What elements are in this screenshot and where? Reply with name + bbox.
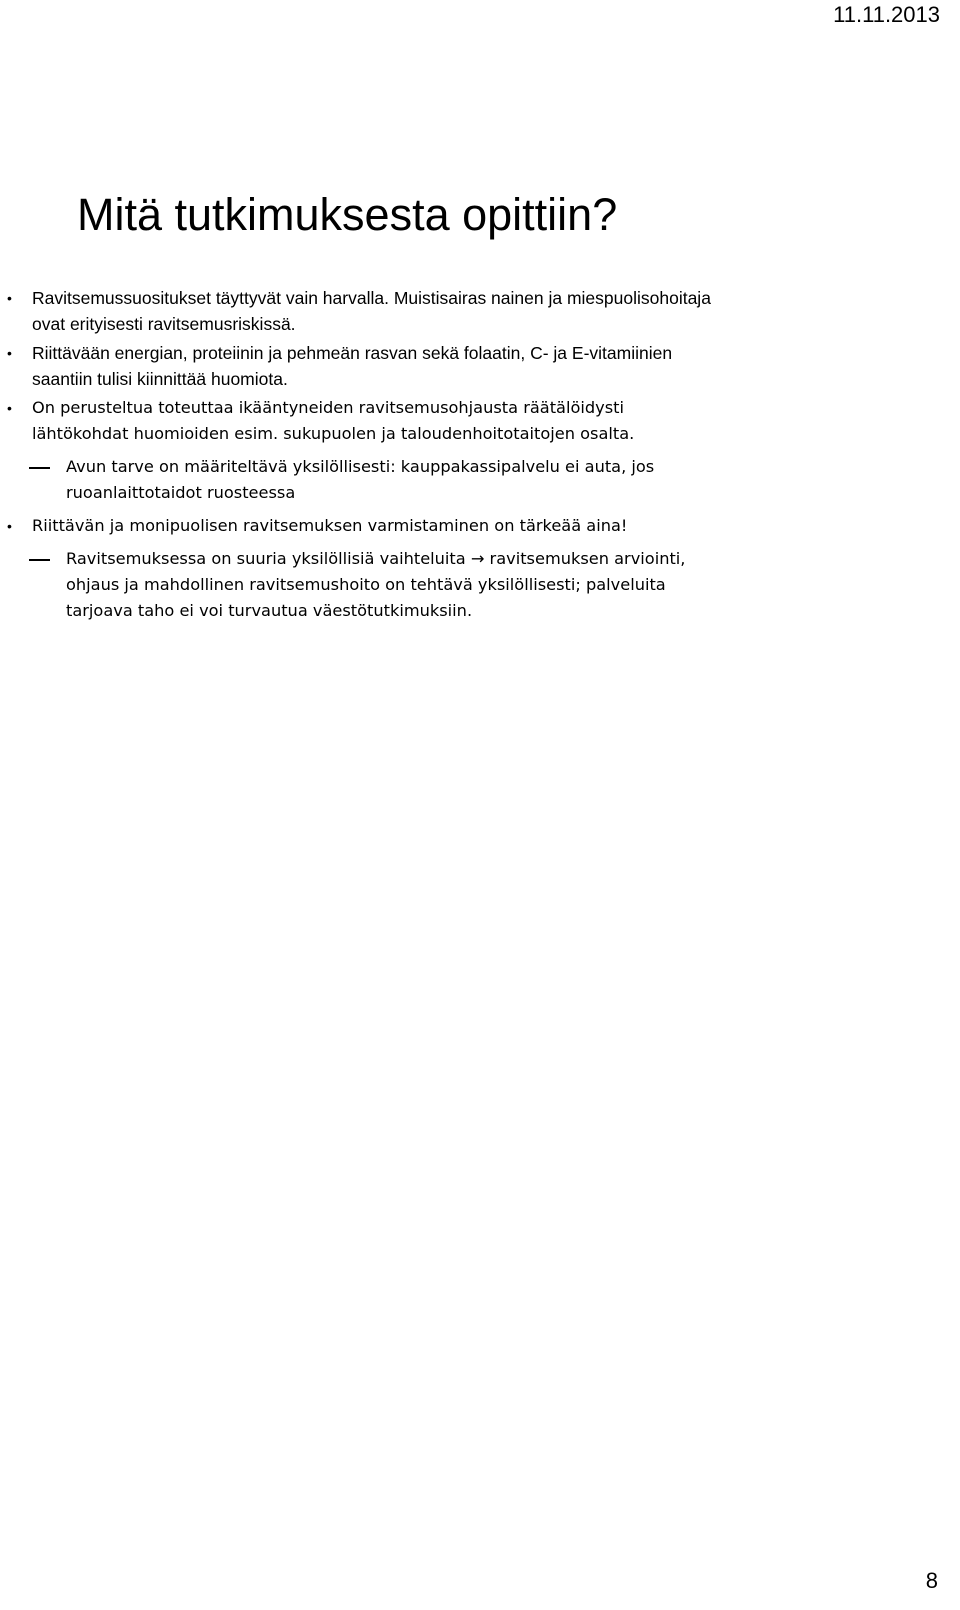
bullet-list xyxy=(0,285,720,624)
sub-bullet-item xyxy=(0,454,720,506)
bullet-text: Riittävän ja monipuolisen ravitsemuksen varmistaminen on tärkeää aina! xyxy=(32,516,628,535)
bullet-dot-icon: • xyxy=(7,518,12,534)
page-number: 8 xyxy=(925,1568,938,1593)
bullet-text: Ravitsemussuositukset täyttyvät vain harvalla. Muistisairas nainen ja miespuolisohoitaja ovat erityisesti ravitsemusriskissä. xyxy=(32,288,711,334)
bullet-item xyxy=(0,395,720,447)
bullet-text: Riittävään energian, proteiinin ja pehmeän rasvan sekä folaatin, C- ja E-vitamiinien saantiin tulisi kiinnittää huomiota. xyxy=(32,343,673,389)
dash-icon xyxy=(29,559,50,561)
bullet-dot-icon: • xyxy=(7,290,12,306)
sub-bullet-text: Ravitsemuksessa on suuria yksilöllisiä vaihteluita → ravitsemuksen arviointi, ohjaus ja mahdollinen ravitsemushoito on tehtävä yksilöllisesti; palveluita tarjoava taho ei voi turvautua väestötutkimuksiin. xyxy=(66,549,686,620)
sub-bullet-text: Avun tarve on määriteltävä yksilöllisesti: kauppakassipalvelu ei auta, jos ruoanlaittotaidot ruosteessa xyxy=(66,457,655,502)
sub-bullet-item xyxy=(0,546,720,624)
slide-date: 11.11.2013 xyxy=(833,2,940,27)
bullet-item xyxy=(0,513,720,539)
bullet-dot-icon: • xyxy=(7,400,12,416)
slide-title: Mitä tutkimuksesta opittiin? xyxy=(77,189,618,240)
dash-icon xyxy=(29,467,50,469)
bullet-dot-icon: • xyxy=(7,345,12,361)
bullet-item xyxy=(0,340,720,392)
bullet-text: On perusteltua toteuttaa ikääntyneiden ravitsemusohjausta räätälöidysti lähtökohdat huomioiden esim. sukupuolen ja taloudenhoitotaitojen osalta. xyxy=(32,398,635,443)
bullet-item xyxy=(0,285,720,337)
